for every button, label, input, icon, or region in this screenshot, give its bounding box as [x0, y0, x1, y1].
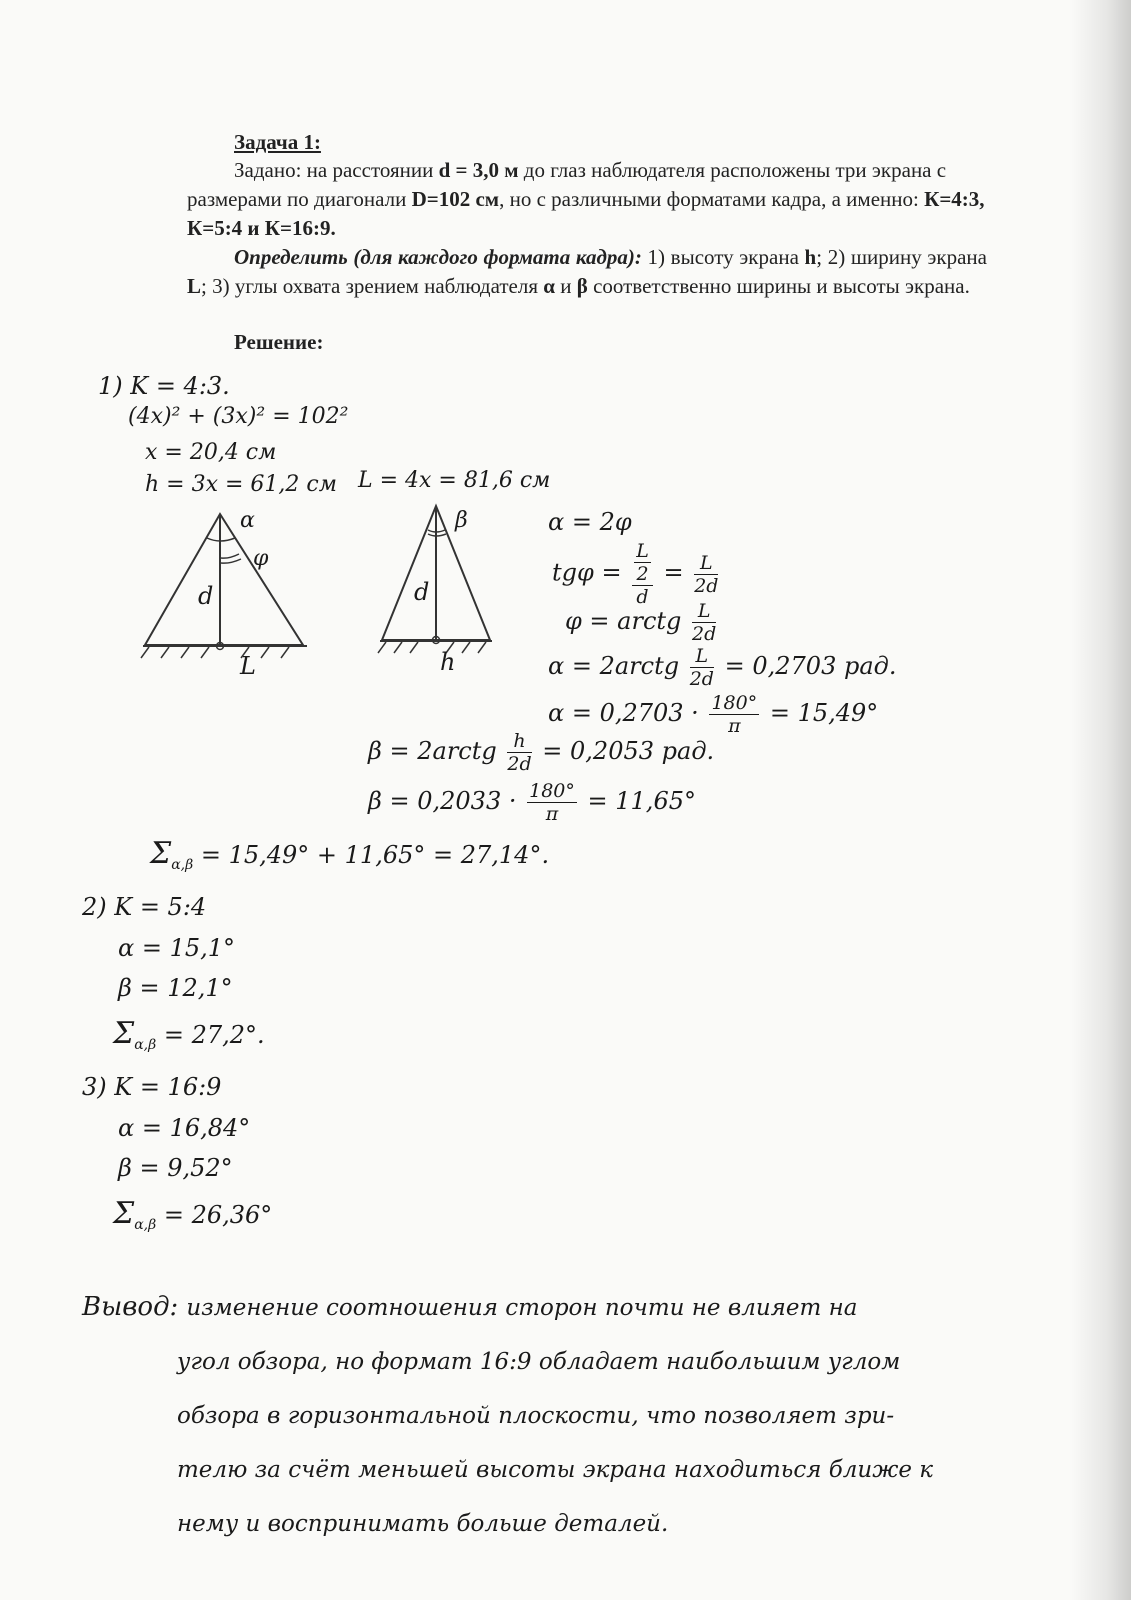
part2-alpha: α = 15,1° [118, 934, 236, 962]
formula-text: β = 2arctg [368, 737, 497, 765]
sum-value: = 26,36° [156, 1201, 273, 1229]
triangle-outline [145, 514, 303, 645]
formula-text: = 0,2053 рад. [542, 737, 715, 765]
part1-heading: 1) K = 4:3. [98, 372, 230, 400]
fraction [709, 692, 759, 737]
part2-beta: β = 12,1° [118, 974, 233, 1002]
solution-label: Решение: [234, 330, 324, 354]
given-formats: К=4:3, К=5:4 и К=16:9. [187, 187, 985, 240]
formula-alpha-rad [548, 645, 896, 690]
part3-sum [113, 1196, 272, 1233]
fraction-numerator: 180° [711, 692, 758, 714]
fraction [507, 730, 531, 775]
fraction-denominator: π [728, 715, 741, 737]
sigma-symbol: Σ [113, 1196, 135, 1231]
formula-text: α = 0,2703 · [548, 699, 699, 727]
fraction [694, 552, 718, 597]
problem-task [187, 243, 987, 301]
fig1-L-label: L [240, 652, 256, 680]
sigma-symbol: Σ [113, 1016, 135, 1051]
width-angle-diagram [135, 508, 335, 683]
task-L: L [187, 274, 202, 298]
fraction-numerator: 180° [529, 780, 575, 802]
sum-subscript: α,β [134, 1217, 157, 1233]
fig2-beta-label: β [455, 508, 468, 533]
given-text: , но с различными форматами кадра, а именно: [499, 187, 925, 211]
formula-text: = 0,2703 рад. [724, 652, 897, 680]
fraction [632, 540, 653, 608]
conclusion-lead: Вывод: [82, 1292, 179, 1322]
fig2-h-label: h [440, 648, 456, 676]
fig2-d-label: d [414, 578, 430, 606]
formula-beta-deg [368, 780, 696, 825]
part1-height: h = 3x = 61,2 см [145, 472, 337, 497]
formula-phi-arctg [565, 600, 719, 645]
task-h: h [804, 245, 817, 269]
fraction-denominator: π [545, 803, 559, 825]
part1-sum [150, 836, 549, 873]
conclusion-line: нему и воспринимать больше деталей. [177, 1511, 669, 1537]
task-alpha: α [543, 274, 555, 298]
conclusion-line: обзора в горизонтальной плоскости, что позволяет зри- [177, 1403, 895, 1429]
formula-tg-phi [552, 540, 721, 608]
fig1-d-label: d [198, 582, 214, 610]
part2-sum [113, 1016, 265, 1053]
part1-x-value: x = 20,4 см [145, 440, 277, 465]
height-angle-diagram [372, 500, 502, 675]
task-text: ; 2) ширину экрана [816, 245, 987, 269]
formula-text: β = 0,2033 · [368, 787, 517, 815]
fraction-denominator: 2d [694, 574, 719, 597]
fraction-denominator: 2d [689, 668, 714, 690]
conclusion-line: угол обзора, но формат 16:9 обладает наибольшим углом [177, 1349, 901, 1375]
fraction [690, 645, 714, 690]
part1-width: L = 4x = 81,6 см [358, 468, 551, 493]
fraction-denominator: d [636, 586, 649, 608]
fig1-alpha-label: α [240, 508, 255, 533]
sigma-symbol: Σ [150, 836, 172, 871]
hatching [141, 647, 289, 658]
sum-subscript: α,β [171, 857, 194, 873]
given-diagonal: D=102 см [411, 187, 500, 211]
task-text: и [554, 274, 577, 298]
task-beta: β [576, 274, 588, 298]
task-text: ; 3) углы охвата зрением наблюдателя [201, 274, 544, 298]
formula-alpha-2phi: α = 2φ [548, 508, 632, 536]
given-text: до глаз наблюдателя расположены три экрана с размерами по диагонали [187, 158, 947, 211]
sum-subscript: α,β [134, 1037, 157, 1053]
part3-alpha: α = 16,84° [118, 1114, 251, 1142]
formula-text: α = 2arctg [548, 652, 680, 680]
formula-text: tgφ = [552, 558, 622, 587]
fraction-denominator: 2 [636, 563, 649, 585]
part3-beta: β = 9,52° [118, 1154, 233, 1182]
angle-arc-phi [221, 554, 239, 558]
angle-arc-phi2 [221, 559, 241, 563]
given-distance: d = 3,0 м [438, 158, 519, 182]
problem-given [187, 156, 987, 243]
fraction [527, 780, 577, 825]
formula-beta-rad [368, 730, 714, 775]
given-text: Задано: на расстоянии [234, 158, 439, 182]
fraction [692, 600, 716, 645]
hatching [378, 642, 486, 653]
sum-value: = 15,49° + 11,65° = 27,14°. [193, 841, 550, 869]
conclusion [82, 1280, 1042, 1551]
conclusion-line: телю за счёт меньшей высоты экрана находиться ближе к [177, 1457, 934, 1483]
task-text: соответственно ширины и высоты экрана. [587, 274, 970, 298]
problem-title: Задача 1: [234, 130, 321, 154]
fraction-numerator [632, 540, 653, 586]
fraction-numerator: L [694, 552, 718, 575]
fraction-denominator: 2d [692, 623, 717, 645]
fig1-phi-label: φ [253, 546, 269, 571]
page-edge-shadow [1071, 0, 1131, 1600]
task-lead: Определить (для каждого формата кадра): [234, 245, 642, 269]
fraction-numerator: L [692, 600, 716, 623]
formula-text: = 15,49° [769, 699, 879, 727]
formula-text: = [663, 558, 684, 587]
part2-heading: 2) K = 5:4 [82, 893, 207, 921]
fraction-numerator: h [507, 730, 531, 753]
formula-text: = 11,65° [587, 787, 696, 815]
sum-value: = 27,2°. [156, 1021, 265, 1049]
task-text: 1) высоту экрана [641, 245, 805, 269]
fraction-denominator: 2d [507, 753, 532, 775]
fraction-numerator: L [636, 540, 649, 562]
formula-text: φ = arctg [565, 607, 682, 635]
part3-heading: 3) K = 16:9 [82, 1073, 222, 1101]
fraction-numerator: L [690, 645, 714, 668]
part1-equation: (4x)² + (3x)² = 102² [128, 404, 349, 429]
conclusion-line: изменение соотношения сторон почти не влияет на [186, 1295, 858, 1321]
